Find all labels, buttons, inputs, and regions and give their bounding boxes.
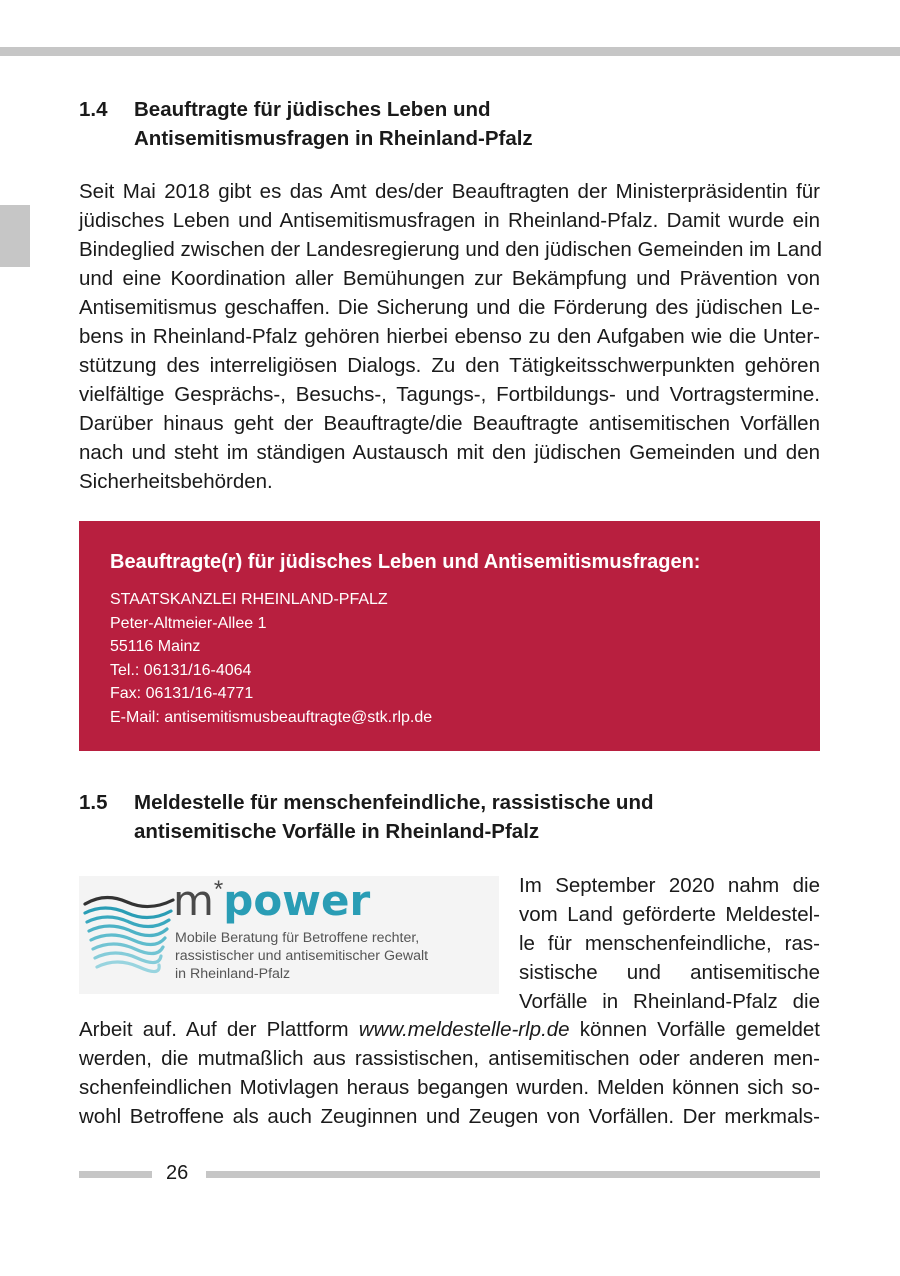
logo-star: * <box>213 876 224 903</box>
contact-box <box>79 521 820 751</box>
body-line: und eine Koordination aller Bemühungen zur Bekämpfung und Prävention von <box>79 267 820 290</box>
contact-street: Peter-Altmeier-Allee 1 <box>110 614 267 632</box>
intro-line: Im September 2020 nahm die <box>519 874 820 897</box>
contact-fax: Fax: 06131/16-4771 <box>110 685 254 703</box>
logo-wordmark <box>173 876 370 933</box>
section-title <box>134 95 533 153</box>
section-1-5-body <box>79 1015 820 1131</box>
body-line: schenfeindlichen Motivlagen heraus begangen wurden. Melden können sich so- <box>79 1076 820 1099</box>
body-line: Bindeglied zwischen der Landesregierung und den jüdischen Gemeinden im Land <box>79 238 823 261</box>
wave-lines-icon <box>83 894 175 974</box>
section-1-5-intro <box>519 871 820 1016</box>
section-title-line: Antisemitismusfragen in Rheinland-Pfalz <box>134 127 533 150</box>
contact-address <box>110 588 432 730</box>
body-line: vielfältige Gesprächs-, Besuchs-, Tagungs-, Fortbildungs- und Vortragstermine. <box>79 383 820 406</box>
body-line: bens in Rheinland-Pfalz gehören hierbei ebenso zu den Aufgaben wie die Unter- <box>79 325 820 348</box>
section-title <box>134 788 654 846</box>
footer-rule-right <box>206 1171 820 1178</box>
top-rule <box>0 47 900 56</box>
body-line: Darüber hinaus geht der Beauftragte/die Beauftragte antisemitischen Vorfällen <box>79 412 820 435</box>
intro-line: sistische und antisemitische <box>519 961 820 984</box>
body-line: Seit Mai 2018 gibt es das Amt des/der Beauftragten der Ministerpräsidentin für <box>79 180 820 203</box>
footer-rule-left <box>79 1171 152 1178</box>
meldestelle-link[interactable]: www.meldestelle-rlp.de <box>358 1018 570 1041</box>
body-line: nach und steht im ständigen Austausch mit den jüdischen Gemeinden und den <box>79 441 820 464</box>
logo-tagline-line: rassistischer und antisemitischer Gewalt <box>175 948 429 964</box>
intro-line: vom Land geförderte Meldestel- <box>519 903 820 926</box>
section-title-line: Meldestelle für menschenfeindliche, rassistische und <box>134 791 654 814</box>
logo-tagline-line: in Rheinland-Pfalz <box>175 966 291 982</box>
contact-phone: Tel.: 06131/16-4064 <box>110 661 252 679</box>
section-number: 1.4 <box>79 98 108 121</box>
contact-city: 55116 Mainz <box>110 638 201 656</box>
intro-line: le für menschenfeindliche, ras- <box>519 932 820 955</box>
body-line: jüdisches Leben und Antisemitismusfragen in Rheinland-Pfalz. Damit wurde ein <box>79 209 820 232</box>
section-1-4-body <box>79 177 823 496</box>
body-line: wohl Betroffene als auch Zeuginnen und Zeugen von Vorfällen. Der merkmals- <box>79 1105 820 1128</box>
side-tab-marker <box>0 205 30 267</box>
body-line <box>79 1015 820 1044</box>
contact-organization: STAATSKANZLEI RHEINLAND-PFALZ <box>110 591 388 608</box>
contact-email[interactable]: E-Mail: antisemitismusbeauftragte@stk.rlp.de <box>110 708 433 726</box>
contact-title: Beauftragte(r) für jüdisches Leben und Antisemitismusfragen: <box>110 551 701 573</box>
body-line: stützung des interreligiösen Dialogs. Zu den Tätigkeitsschwerpunkten gehören <box>79 354 820 377</box>
body-text: können Vorfälle gemeldet <box>569 1018 820 1041</box>
body-line: Antisemitismus geschaffen. Die Sicherung und die Förderung des jüdischen Le- <box>79 296 820 319</box>
page-number: 26 <box>166 1162 189 1184</box>
section-title-line: Beauftragte für jüdisches Leben und <box>134 98 491 121</box>
logo-power: power <box>223 876 371 925</box>
mpower-logo <box>79 876 499 994</box>
logo-tagline <box>175 929 428 983</box>
intro-line: Vorfälle in Rheinland-Pfalz die <box>519 990 820 1013</box>
section-number: 1.5 <box>79 791 108 814</box>
body-line: werden, die mutmaßlich aus rassistischen, antisemitischen oder anderen men- <box>79 1047 820 1070</box>
body-text: Arbeit auf. Auf der Plattform <box>79 1018 359 1041</box>
section-title-line: antisemitische Vorfälle in Rheinland-Pfalz <box>134 820 540 843</box>
body-line: Sicherheitsbehörden. <box>79 470 273 493</box>
logo-m: m <box>173 876 214 925</box>
logo-tagline-line: Mobile Beratung für Betroffene rechter, <box>175 930 420 946</box>
